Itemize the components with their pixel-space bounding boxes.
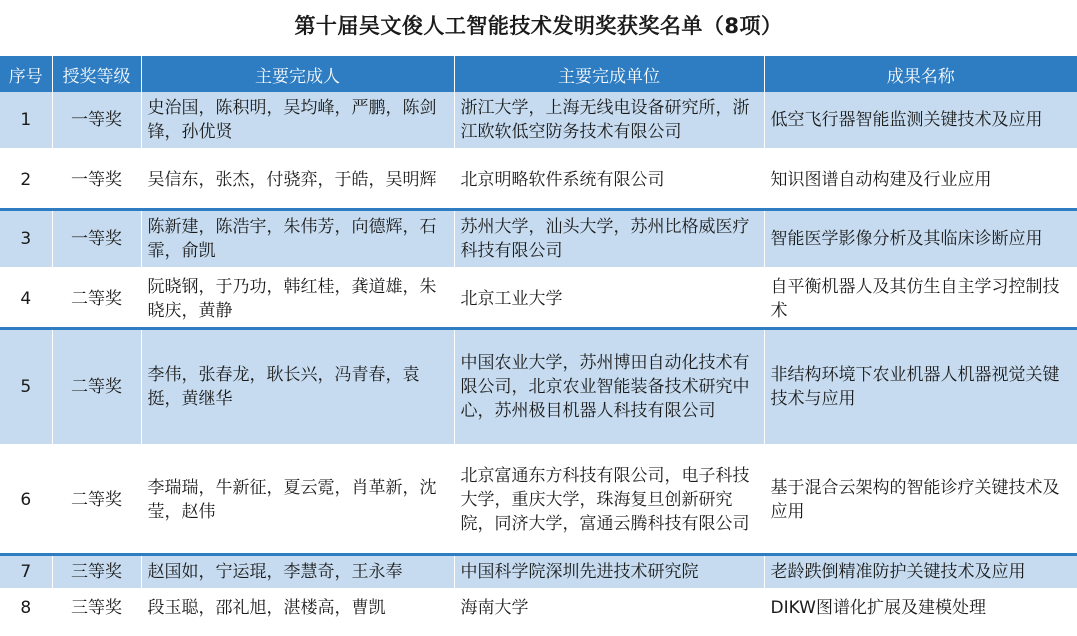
cell-no: 7 <box>0 555 52 590</box>
cell-level: 三等奖 <box>52 555 141 590</box>
table-header-row <box>0 56 1077 92</box>
cell-level: 一等奖 <box>52 92 141 150</box>
cell-achievement: 非结构环境下农业机器人机器视觉关键技术与应用 <box>764 329 1077 446</box>
cell-units: 北京明略软件系统有限公司 <box>454 150 764 210</box>
cell-people: 阮晓钢，于乃功，韩红桂，龚道雄，朱晓庆，黄静 <box>141 269 454 329</box>
cell-achievement: DIKW图谱化扩展及建模处理 <box>764 590 1077 625</box>
cell-no: 2 <box>0 150 52 210</box>
cell-achievement: 基于混合云架构的智能诊疗关键技术及应用 <box>764 446 1077 555</box>
table-row <box>0 329 1077 446</box>
cell-achievement: 智能医学影像分析及其临床诊断应用 <box>764 210 1077 269</box>
cell-no: 5 <box>0 329 52 446</box>
header-achievement: 成果名称 <box>764 56 1077 92</box>
cell-units: 中国农业大学，苏州博田自动化技术有限公司，北京农业智能装备技术研究中心，苏州极目机器人科技有限公司 <box>454 329 764 446</box>
cell-level: 二等奖 <box>52 446 141 555</box>
cell-level: 二等奖 <box>52 329 141 446</box>
cell-people: 赵国如，宁运琨，李慧奇，王永奉 <box>141 555 454 590</box>
cell-units: 中国科学院深圳先进技术研究院 <box>454 555 764 590</box>
cell-level: 一等奖 <box>52 210 141 269</box>
cell-level: 二等奖 <box>52 269 141 329</box>
cell-no: 4 <box>0 269 52 329</box>
header-units: 主要完成单位 <box>454 56 764 92</box>
table-row <box>0 555 1077 590</box>
cell-units: 海南大学 <box>454 590 764 625</box>
cell-units: 苏州大学，汕头大学，苏州比格威医疗科技有限公司 <box>454 210 764 269</box>
cell-units: 北京工业大学 <box>454 269 764 329</box>
table-row <box>0 150 1077 210</box>
cell-units: 浙江大学，上海无线电设备研究所，浙江欧软低空防务技术有限公司 <box>454 92 764 150</box>
table-row <box>0 92 1077 150</box>
cell-people: 陈新建，陈浩宇，朱伟芳，向德辉，石霏，俞凯 <box>141 210 454 269</box>
cell-no: 1 <box>0 92 52 150</box>
table-row <box>0 590 1077 625</box>
cell-no: 8 <box>0 590 52 625</box>
cell-achievement: 知识图谱自动构建及行业应用 <box>764 150 1077 210</box>
cell-achievement: 自平衡机器人及其仿生自主学习控制技术 <box>764 269 1077 329</box>
header-level: 授奖等级 <box>52 56 141 92</box>
table-row <box>0 269 1077 329</box>
cell-people: 史治国，陈积明，吴均峰，严鹏，陈剑锋，孙优贤 <box>141 92 454 150</box>
cell-achievement: 老龄跌倒精准防护关键技术及应用 <box>764 555 1077 590</box>
cell-people: 李伟，张春龙，耿长兴，冯青春，袁挺，黄继华 <box>141 329 454 446</box>
cell-level: 一等奖 <box>52 150 141 210</box>
cell-people: 李瑞瑞，牛新征，夏云霓，肖革新，沈莹，赵伟 <box>141 446 454 555</box>
table-row <box>0 446 1077 555</box>
header-people: 主要完成人 <box>141 56 454 92</box>
table-row <box>0 210 1077 269</box>
cell-people: 吴信东，张杰，付骁弈，于皓，吴明辉 <box>141 150 454 210</box>
cell-people: 段玉聪，邵礼旭，湛楼高，曹凯 <box>141 590 454 625</box>
cell-no: 3 <box>0 210 52 269</box>
header-no: 序号 <box>0 56 52 92</box>
page-title: 第十届吴文俊人工智能技术发明奖获奖名单（8项） <box>294 14 783 38</box>
cell-achievement: 低空飞行器智能监测关键技术及应用 <box>764 92 1077 150</box>
cell-no: 6 <box>0 446 52 555</box>
cell-units: 北京富通东方科技有限公司，电子科技大学，重庆大学，珠海复旦创新研究院，同济大学，富通云腾科技有限公司 <box>454 446 764 555</box>
cell-level: 三等奖 <box>52 590 141 625</box>
award-table <box>0 56 1077 624</box>
